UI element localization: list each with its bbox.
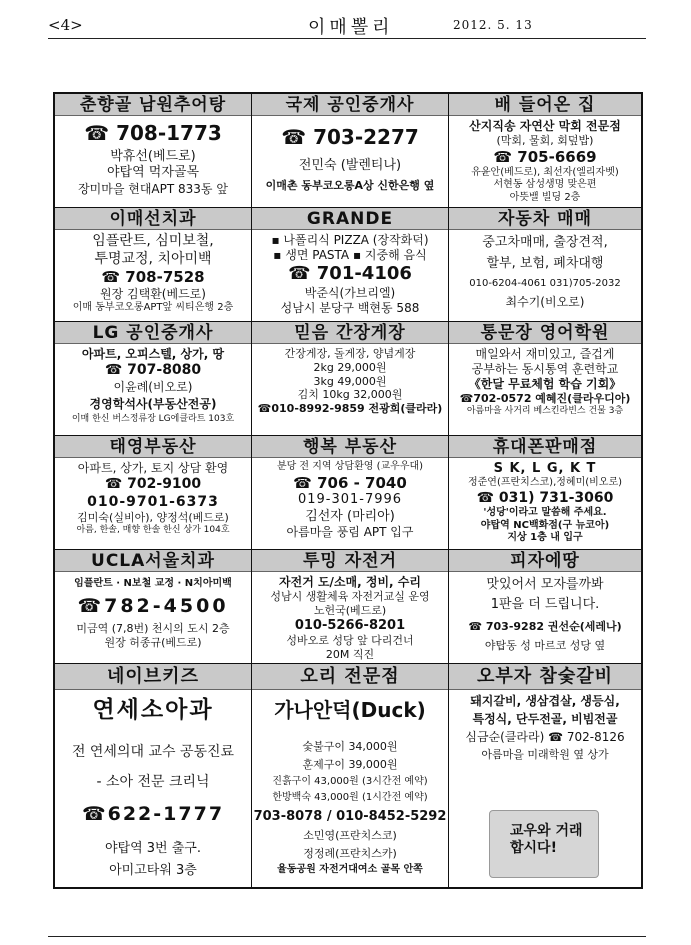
ad-owner: 원장 허종규(베드로) [104, 636, 202, 649]
ad-line: ▪ 생면 PASTA ▪ 지중해 음식 [273, 248, 427, 262]
ad-gukje-realty [252, 94, 449, 208]
ad-title: 휴대폰판매점 [449, 436, 641, 458]
ad-line: 1판을 더 드립니다. [490, 597, 600, 613]
ad-title: 오리 전문점 [252, 664, 448, 690]
ad-line: 자전거 도/소매, 정비, 수리 [279, 575, 421, 589]
ad-price: 훈제구이 39,000원 [302, 757, 398, 771]
header-rule [48, 38, 646, 39]
ad-line: 임플란트, 심미보철, [92, 233, 214, 249]
ad-line: 임플란트 · N보철 교정 · N치아미백 [74, 578, 232, 589]
ad-line: 공부하는 동시통역 훈련학교 [471, 362, 619, 376]
ad-phone: 010-6204-4061 031)705-2032 [469, 277, 621, 289]
ad-line: 경영학석사(부동산전공) [89, 396, 217, 411]
ad-restaurant-name-text: 가나안덕(Duck) [274, 698, 426, 722]
ad-haengbok-realty [252, 436, 449, 550]
ad-address: 야탑역 3번 출구. [104, 840, 202, 856]
ad-line: 매일와서 재미있고, 즐겁게 [475, 347, 615, 361]
ad-phone: ☎ 703-9282 권선순(세레나) [468, 619, 622, 633]
ad-phone: ☎010-8992-9859 전광희(클라라) [257, 402, 443, 415]
ad-address: 이매 동부코오롱APT앞 씨티은행 2층 [72, 301, 234, 313]
ad-canaan-duck [252, 664, 449, 889]
ad-address: 아뜻밸 빌딩 2층 [509, 191, 581, 203]
page-number: <4> [48, 16, 83, 34]
ad-line: 분당 전 지역 상담환영 (교우우대) [276, 461, 424, 472]
ad-title: 자동차 매매 [449, 208, 641, 230]
ad-address: 20M 직진 [325, 647, 375, 661]
ad-grid [53, 92, 643, 889]
ad-address: 야탑역 NC백화점(구 뉴코아) [480, 519, 610, 531]
ad-yonsei-pediatrics [55, 664, 252, 889]
ad-line: 할부, 보험, 폐차대행 [486, 256, 604, 272]
ad-line: 맛있어서 모자를까봐 [486, 577, 604, 592]
ad-line: 아파트, 상가, 토지 상담 환영 [77, 461, 229, 475]
ad-address: 아름마을 사거리 베스킨라빈스 건물 3층 [466, 405, 624, 416]
ad-line: 중고차매매, 출장견적, [482, 235, 608, 250]
ad-address: 성남시 분당구 백현동 588 [280, 300, 420, 315]
ad-phone: ☎ 708-1773 [84, 121, 222, 145]
banner-text: 교우와 거래 합시다! [510, 823, 583, 856]
ad-address: 장미마을 현대APT 833동 앞 [78, 181, 228, 196]
ad-address: 이매 한신 버스정류장 LG에클라트 103호 [71, 413, 235, 424]
trade-with-parishioners-banner [489, 810, 599, 878]
ad-car-sales [449, 208, 641, 322]
ad-mideum-gejang [252, 322, 449, 436]
ad-line: S K, L G, K T [493, 461, 597, 476]
ad-owner: 최수기(비오로) [505, 295, 585, 309]
issue-date: 2012. 5. 13 [453, 18, 533, 32]
ad-price: 한방백숙 43,000원 (1시간전 예약) [272, 792, 428, 803]
ad-address: 성바오로 성당 앞 다리건너 [286, 633, 414, 647]
ad-address: 이매촌 동부코오롱A상 신한은행 옆 [265, 179, 435, 193]
ad-clinic-name [55, 690, 251, 730]
ad-title: 배 들어온 집 [449, 94, 641, 116]
ad-title: GRANDE [252, 208, 448, 230]
ad-owner: 이윤례(비오로) [113, 379, 193, 394]
ad-price: 김치 10kg 32,000원 [297, 388, 403, 402]
ad-phone: ☎782-4500 [77, 594, 229, 617]
ad-line: 투명교정, 치아미백 [94, 250, 212, 267]
ad-title: UCLA서울치과 [55, 550, 251, 572]
ad-owner: 노헌국(베드로) [313, 603, 387, 617]
ad-line: 아파트, 오피스텔, 상가, 땅 [81, 347, 225, 361]
ad-grande [252, 208, 449, 322]
ad-title: 춘향골 남원추어탕 [55, 94, 251, 116]
ad-tuming-bicycle [252, 550, 449, 664]
ad-title: 태영부동산 [55, 436, 251, 458]
ad-price: 2kg 29,000원 [313, 360, 387, 374]
newsletter-title: 이매뽈리 [308, 17, 394, 38]
ad-line: 돼지갈비, 생삼겹살, 생등심, [470, 694, 620, 708]
ad-taeyoung-realty [55, 436, 252, 550]
ad-phone: ☎ 031) 731-3060 [476, 489, 614, 506]
ad-phone: 심금순(클라라) ☎ 702-8126 [465, 730, 625, 744]
ad-owner: 박휴선(베드로) [110, 149, 196, 164]
ad-title: 국제 공인중개사 [252, 94, 448, 116]
ad-line: 《한달 무료체험 학습 기회》 [468, 377, 622, 391]
ad-title: LG 공인중개사 [55, 322, 251, 344]
ad-phone: 010-5266-8201 [294, 617, 406, 633]
ad-address: 서현동 삼성생명 맞은편 [493, 179, 597, 190]
ad-address: 아름, 한솔, 매향 한솔 한신 상가 104호 [76, 524, 230, 535]
ad-owner: 전민숙 (발렌티나) [298, 158, 402, 173]
ad-pizza-etang [449, 550, 641, 664]
ad-clinic-name-text: 연세소아과 [92, 697, 214, 723]
ad-phone: ☎702-0572 예혜진(클라우디아) [459, 392, 631, 405]
ad-line: (막회, 물회, 회덮밥) [496, 134, 594, 147]
ad-title: 피자에땅 [449, 550, 641, 572]
ad-imaesun-dental [55, 208, 252, 322]
ad-restaurant-name [252, 690, 448, 730]
ad-owner: 김선자 (마리아) [305, 508, 395, 524]
ad-address: 아미고타워 3층 [109, 863, 197, 878]
ad-line: 산지직송 자연산 막회 전문점 [469, 119, 621, 133]
ad-owner: 정준연(프란치스코),정혜미(비오로) [467, 477, 623, 489]
ad-line: 전 연세의대 교수 공동진료 [71, 744, 235, 760]
ad-address: 아름마을 풍림 APT 입구 [286, 524, 414, 539]
ad-lg-realty [55, 322, 252, 436]
ad-chunhyanggol [55, 94, 252, 208]
ad-price: 숯불구이 34,000원 [302, 740, 398, 753]
ad-phone: ☎ 706 - 7040 [293, 473, 407, 492]
ad-phone: 010-9701-6373 [87, 493, 219, 510]
ad-obuja-galbi [449, 664, 641, 889]
ad-owner: 소민영(프란치스코) [303, 828, 397, 842]
ad-line: 성남시 생활체육 자전거교실 운영 [270, 590, 430, 603]
ad-owner: 원장 김택환(베드로) [100, 286, 206, 301]
ad-line: 특정식, 단두전골, 비빔전골 [472, 712, 618, 726]
ad-line: ▪ 나폴리식 PIZZA (장작화덕) [271, 233, 429, 247]
ad-phone: 703-8078 / 010-8452-5292 [253, 808, 447, 824]
ad-title: 네이브키즈 [55, 664, 251, 690]
ad-phone: ☎ 702-9100 [104, 476, 202, 492]
ad-price: 3kg 49,000원 [313, 374, 387, 388]
ad-title: 행복 부동산 [252, 436, 448, 458]
ad-price: 진흙구이 43,000원 (3시간전 예약) [272, 775, 428, 787]
ad-title: 투밍 자전거 [252, 550, 448, 572]
ad-address: 지상 1층 내 입구 [507, 532, 583, 544]
ad-phone: ☎ 701-4106 [288, 263, 412, 284]
ad-baedeuroon [449, 94, 641, 208]
ad-phone: ☎ 707-8080 [104, 362, 202, 378]
ad-address: 율동공원 자전거대여소 골목 안쪽 [277, 864, 423, 876]
ad-line: 간장게장, 돌게장, 양념게장 [284, 347, 416, 360]
ad-ucla-dental [55, 550, 252, 664]
ad-title: 통문장 영어학원 [449, 322, 641, 344]
ad-owner: 정정례(프란치스카) [303, 846, 397, 860]
ad-phone: 019-301-7996 [297, 492, 403, 508]
ad-title: 믿음 간장게장 [252, 322, 448, 344]
ad-phone: ☎ 708-7528 [101, 268, 205, 286]
ad-address: 미금역 (7,8번) 천시의 도시 2층 [76, 622, 230, 636]
ad-address: 야탑역 먹자골목 [106, 165, 200, 181]
ad-title: 오부자 참숯갈비 [449, 664, 641, 690]
ad-title: 이매선치과 [55, 208, 251, 230]
ad-owner: 박준식(가브리엘) [304, 285, 396, 300]
ad-phone: ☎622-1777 [81, 803, 225, 825]
ad-line: - 소아 전문 크리닉 [96, 773, 210, 790]
ad-line: '성당'이라고 말씀해 주세요. [483, 507, 607, 519]
footer-rule [48, 936, 646, 937]
ad-owner: 유윤안(베드로), 최선자(엘리자벳) [471, 166, 619, 178]
ad-phone: ☎ 703-2277 [281, 125, 419, 149]
ad-phone: ☎ 705-6669 [493, 147, 597, 166]
ad-address: 아름마을 미래학원 옆 상가 [481, 748, 609, 761]
ad-phone-shop [449, 436, 641, 550]
ad-tongmunjang-english [449, 322, 641, 436]
ad-address: 야탑동 성 마르코 성당 옆 [484, 639, 606, 653]
ad-owner: 김미숙(실비아), 양정석(베드로) [77, 511, 229, 524]
page-header [48, 10, 646, 38]
